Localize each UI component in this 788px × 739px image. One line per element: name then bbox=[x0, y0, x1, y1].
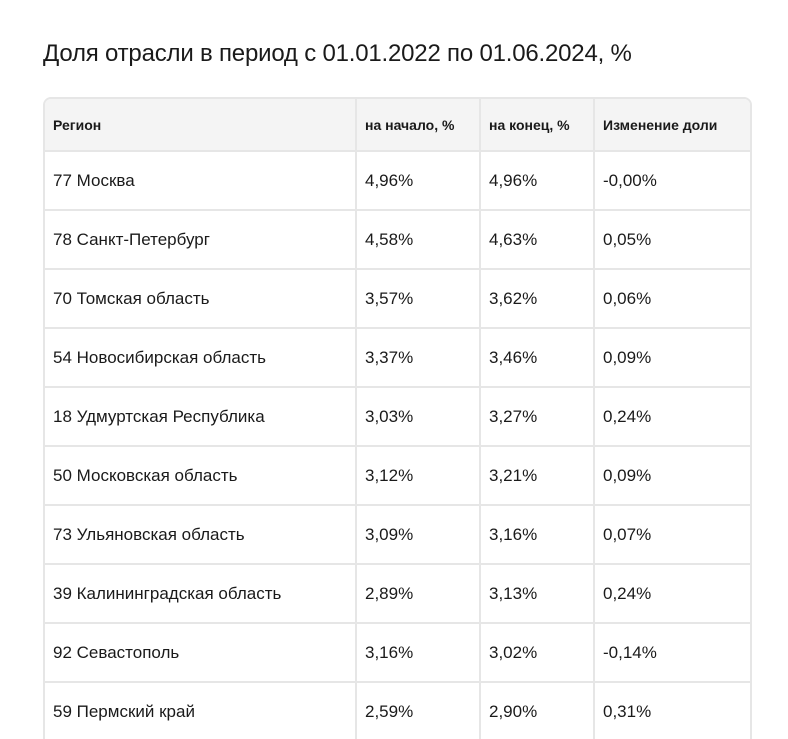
cell-end-share: 3,02% bbox=[480, 623, 594, 682]
cell-region: 92 Севастополь bbox=[45, 623, 356, 682]
cell-start-share: 3,12% bbox=[356, 446, 480, 505]
column-header-end: на конец, % bbox=[480, 99, 594, 151]
cell-region: 39 Калининградская область bbox=[45, 564, 356, 623]
cell-start-share: 4,58% bbox=[356, 210, 480, 269]
cell-share-change: 0,31% bbox=[594, 682, 750, 739]
table-row bbox=[45, 151, 750, 210]
table-row bbox=[45, 210, 750, 269]
cell-share-change: -0,14% bbox=[594, 623, 750, 682]
cell-end-share: 4,63% bbox=[480, 210, 594, 269]
cell-end-share: 3,13% bbox=[480, 564, 594, 623]
cell-start-share: 3,57% bbox=[356, 269, 480, 328]
cell-region: 59 Пермский край bbox=[45, 682, 356, 739]
cell-start-share: 4,96% bbox=[356, 151, 480, 210]
cell-end-share: 3,46% bbox=[480, 328, 594, 387]
cell-region: 78 Санкт-Петербург bbox=[45, 210, 356, 269]
table-row bbox=[45, 623, 750, 682]
column-header-change: Изменение доли bbox=[594, 99, 750, 151]
table-row bbox=[45, 505, 750, 564]
cell-start-share: 3,09% bbox=[356, 505, 480, 564]
data-table-container bbox=[43, 97, 752, 739]
table-row bbox=[45, 328, 750, 387]
cell-region: 77 Москва bbox=[45, 151, 356, 210]
table-row bbox=[45, 446, 750, 505]
cell-region: 50 Московская область bbox=[45, 446, 356, 505]
cell-share-change: -0,00% bbox=[594, 151, 750, 210]
cell-share-change: 0,24% bbox=[594, 564, 750, 623]
cell-start-share: 3,16% bbox=[356, 623, 480, 682]
cell-region: 73 Ульяновская область bbox=[45, 505, 356, 564]
column-header-region: Регион bbox=[45, 99, 356, 151]
cell-region: 54 Новосибирская область bbox=[45, 328, 356, 387]
cell-end-share: 4,96% bbox=[480, 151, 594, 210]
cell-region: 18 Удмуртская Республика bbox=[45, 387, 356, 446]
cell-end-share: 3,62% bbox=[480, 269, 594, 328]
cell-share-change: 0,24% bbox=[594, 387, 750, 446]
cell-share-change: 0,09% bbox=[594, 328, 750, 387]
data-table bbox=[45, 99, 750, 739]
cell-share-change: 0,09% bbox=[594, 446, 750, 505]
table-header bbox=[45, 99, 750, 151]
table-header-row bbox=[45, 99, 750, 151]
cell-share-change: 0,06% bbox=[594, 269, 750, 328]
cell-share-change: 0,05% bbox=[594, 210, 750, 269]
cell-start-share: 3,03% bbox=[356, 387, 480, 446]
column-header-start: на начало, % bbox=[356, 99, 480, 151]
table-row bbox=[45, 682, 750, 739]
cell-end-share: 3,16% bbox=[480, 505, 594, 564]
table-row bbox=[45, 269, 750, 328]
cell-start-share: 2,59% bbox=[356, 682, 480, 739]
page-title: Доля отрасли в период с 01.01.2022 по 01.06.2024, % bbox=[43, 40, 632, 67]
table-row bbox=[45, 564, 750, 623]
cell-end-share: 2,90% bbox=[480, 682, 594, 739]
cell-end-share: 3,27% bbox=[480, 387, 594, 446]
cell-share-change: 0,07% bbox=[594, 505, 750, 564]
cell-start-share: 2,89% bbox=[356, 564, 480, 623]
table-body bbox=[45, 151, 750, 739]
cell-end-share: 3,21% bbox=[480, 446, 594, 505]
cell-region: 70 Томская область bbox=[45, 269, 356, 328]
table-row bbox=[45, 387, 750, 446]
cell-start-share: 3,37% bbox=[356, 328, 480, 387]
